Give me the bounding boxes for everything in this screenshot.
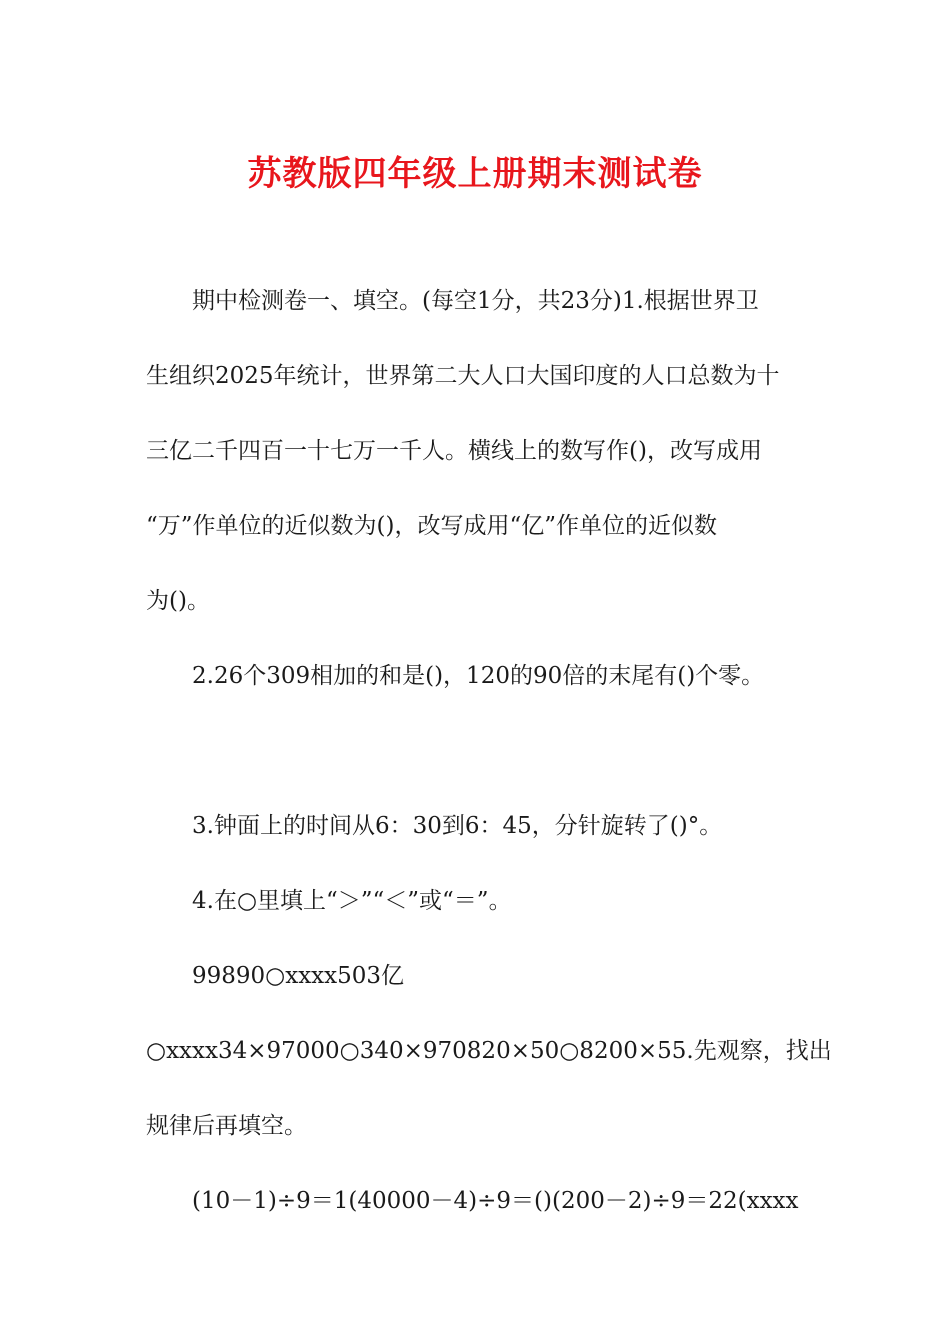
paragraph-line: 规律后再填空。: [146, 1113, 307, 1139]
comparison-line: 99890○xxxx503亿: [192, 963, 405, 989]
question-line: 3.钟面上的时间从6：30到6：45，分针旋转了()°。: [192, 813, 723, 839]
paragraph-line: 期中检测卷一、填空。(每空1分，共23分)1.根据世界卫: [192, 288, 759, 314]
equation-line: (10－1)÷9＝1(40000－4)÷9＝()(200－2)÷9＝22(xxxx: [192, 1188, 799, 1214]
document-body: [146, 282, 832, 1257]
document-title: 苏教版四年级上册期末测试卷: [247, 154, 703, 194]
paragraph-line: 三亿二千四百一十七万一千人。横线上的数写作()，改写成用: [146, 438, 762, 464]
question-line: 4.在○里填上“＞”“＜”或“＝”。: [192, 888, 512, 914]
comparison-line: ○xxxx34×97000○340×970820×50○8200×55.先观察，找出: [146, 1038, 832, 1064]
question-line: 2.26个309相加的和是()，120的90倍的末尾有()个零。: [192, 663, 765, 689]
blank-spacer: [146, 732, 802, 807]
paragraph-line: 为()。: [146, 588, 210, 614]
paragraph-line: “万”作单位的近似数为()，改写成用“亿”作单位的近似数: [146, 513, 717, 539]
paragraph-line: 生组织2025年统计，世界第二大人口大国印度的人口总数为十: [146, 363, 780, 389]
